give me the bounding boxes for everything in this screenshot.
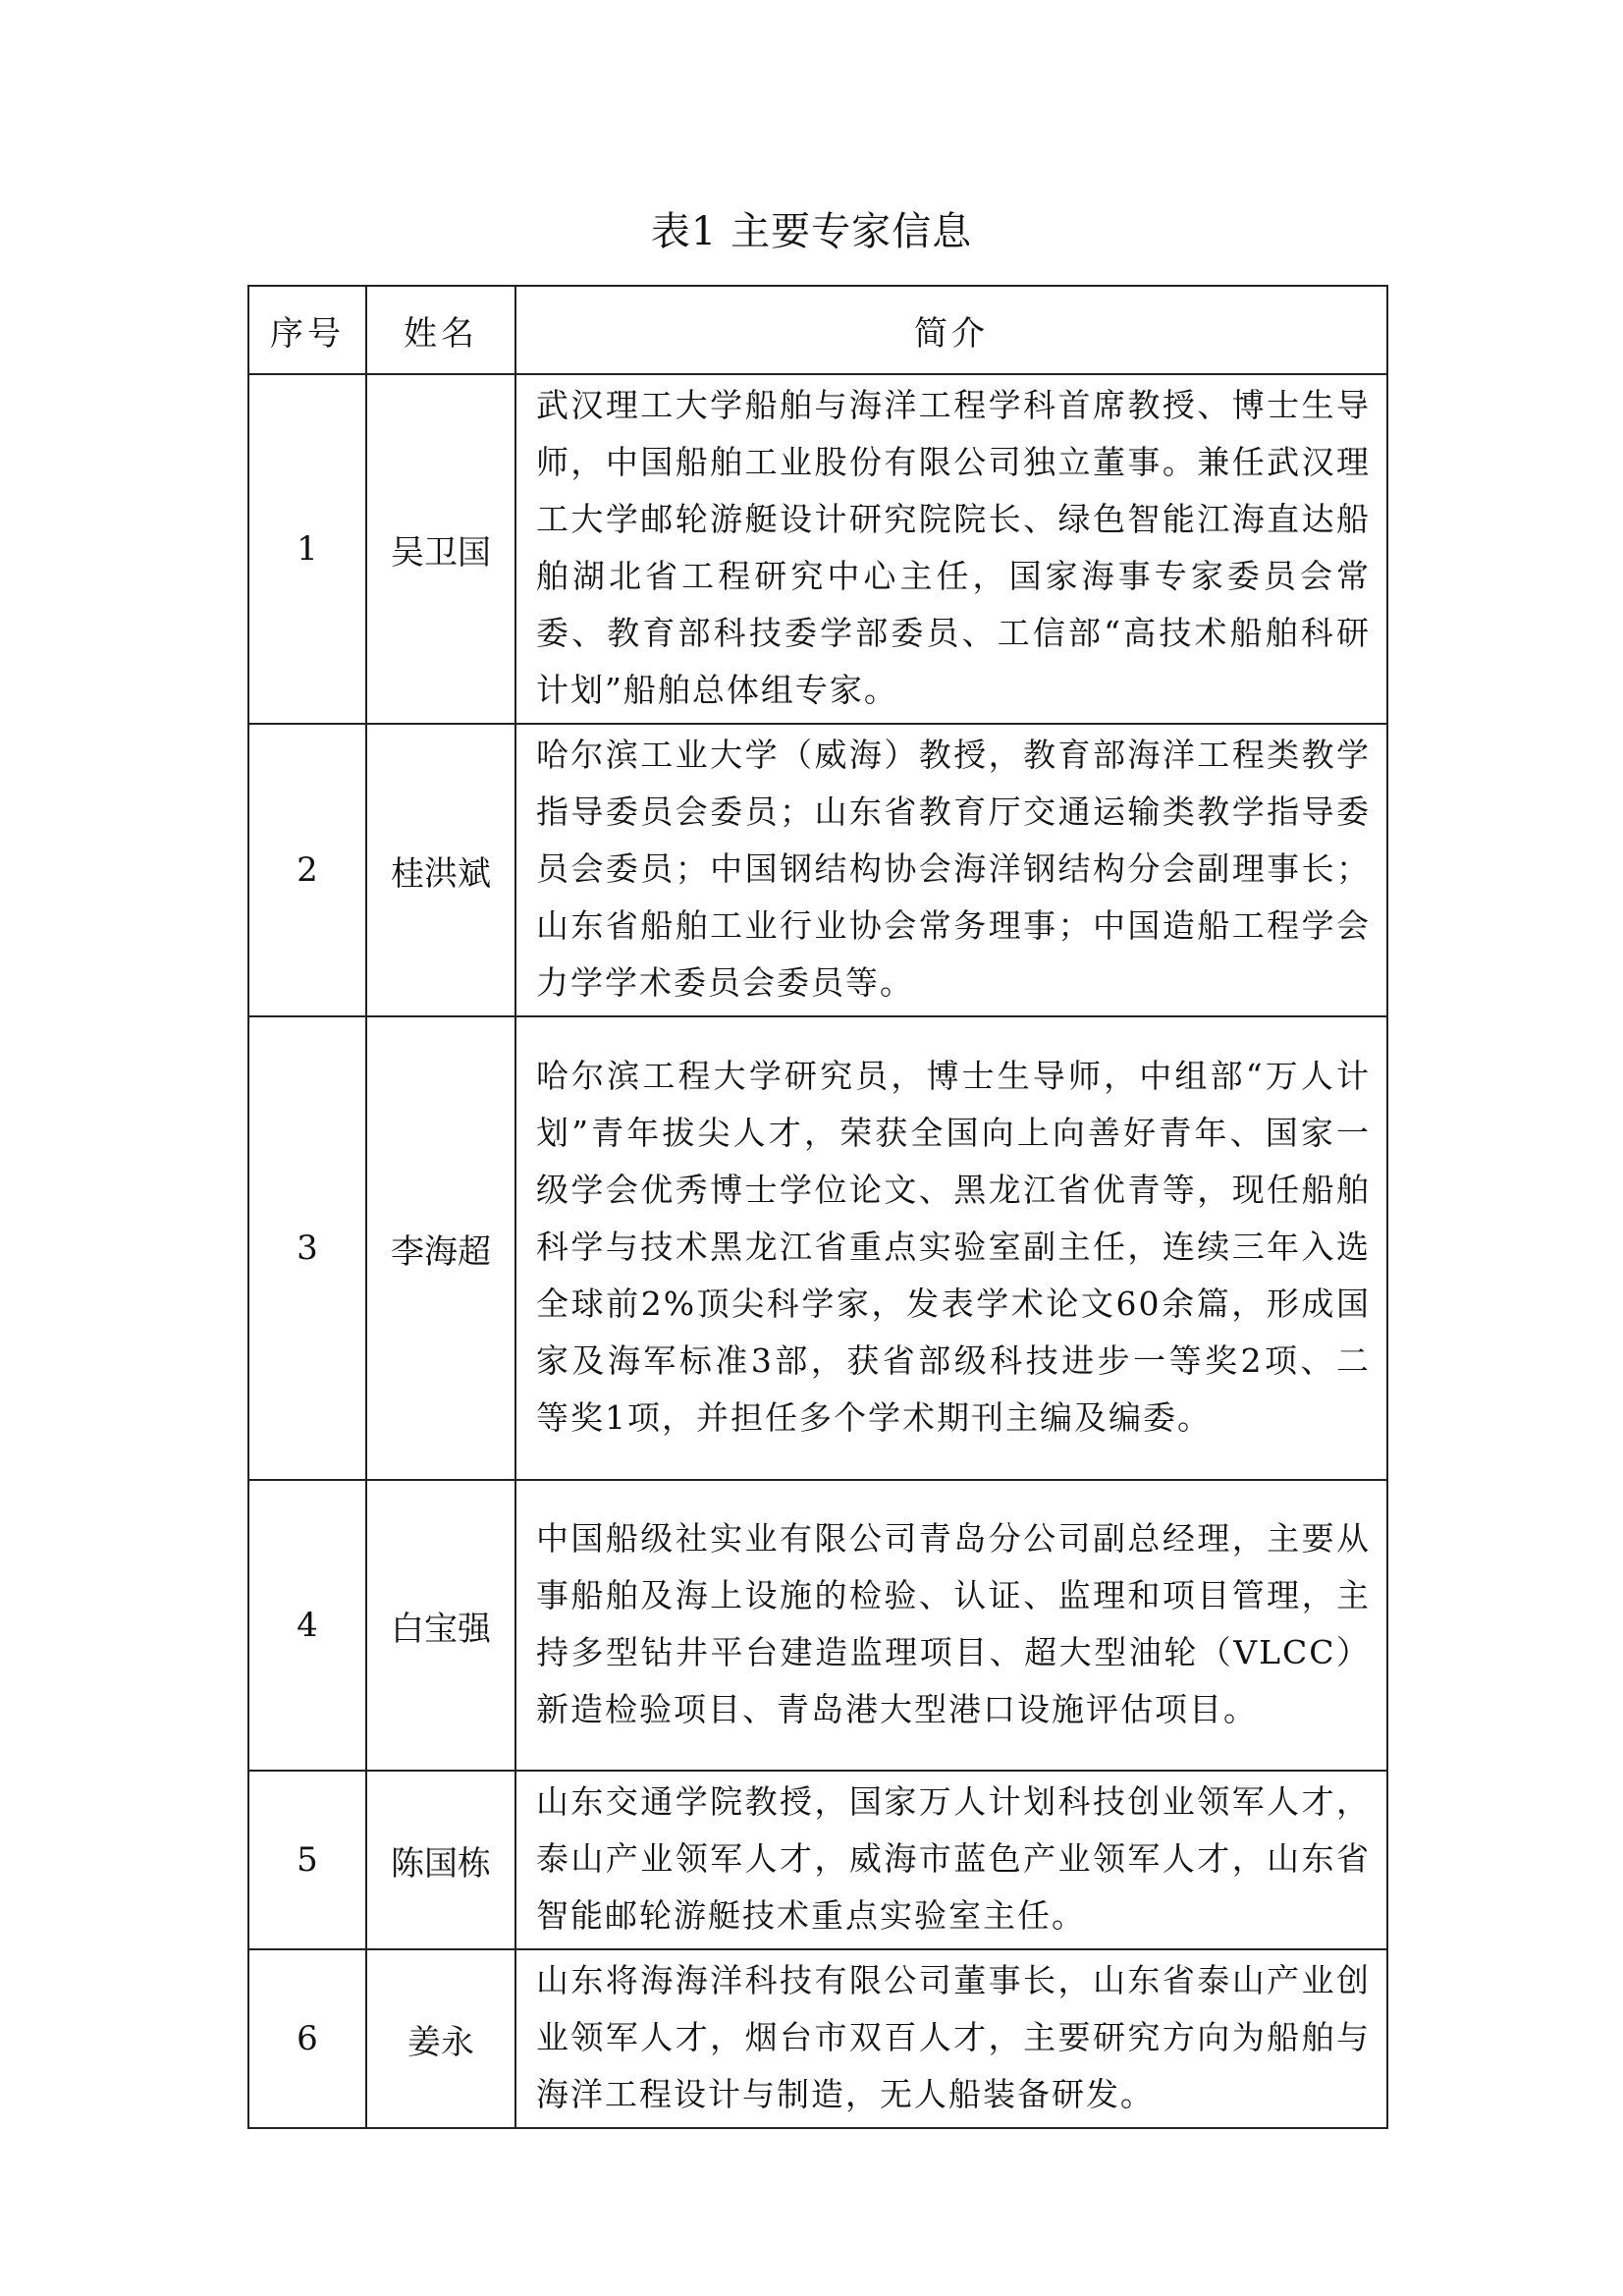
expert-name: 吴卫国 <box>366 374 515 724</box>
row-number: 5 <box>248 1771 366 1949</box>
expert-name: 桂洪斌 <box>366 724 515 1016</box>
header-number: 序号 <box>248 286 366 374</box>
row-number: 1 <box>248 374 366 724</box>
row-number: 6 <box>248 1949 366 2128</box>
expert-name: 陈国栋 <box>366 1771 515 1949</box>
table-row <box>248 1771 1387 1949</box>
row-number: 4 <box>248 1480 366 1771</box>
expert-intro: 山东交通学院教授，国家万人计划科技创业领军人才，泰山产业领军人才，威海市蓝色产业领军人才，山东省智能邮轮游艇技术重点实验室主任。 <box>515 1771 1387 1949</box>
expert-intro: 哈尔滨工程大学研究员，博士生导师，中组部“万人计划”青年拔尖人才，荣获全国向上向善好青年、国家一级学会优秀博士学位论文、黑龙江省优青等，现任船舶科学与技术黑龙江省重点实验室副主任，连续三年入选全球前2%顶尖科学家，发表学术论文60余篇，形成国家及海军标准3部，获省部级科技进步一等奖2项、二等奖1项，并担任多个学术期刊主编及编委。 <box>515 1016 1387 1480</box>
expert-intro: 中国船级社实业有限公司青岛分公司副总经理，主要从事船舶及海上设施的检验、认证、监理和项目管理，主持多型钻井平台建造监理项目、超大型油轮（VLCC）新造检验项目、青岛港大型港口设施评估项目。 <box>515 1480 1387 1771</box>
header-name: 姓名 <box>366 286 515 374</box>
expert-name: 李海超 <box>366 1016 515 1480</box>
row-number: 3 <box>248 1016 366 1480</box>
table-row <box>248 724 1387 1016</box>
header-intro: 简介 <box>515 286 1387 374</box>
table-header-row <box>248 286 1387 374</box>
experts-table <box>247 285 1388 2129</box>
table-row <box>248 1949 1387 2128</box>
row-number: 2 <box>248 724 366 1016</box>
table-row <box>248 1480 1387 1771</box>
table-title: 表1 主要专家信息 <box>650 209 973 254</box>
expert-intro: 武汉理工大学船舶与海洋工程学科首席教授、博士生导师，中国船舶工业股份有限公司独立董事。兼任武汉理工大学邮轮游艇设计研究院院长、绿色智能江海直达船舶湖北省工程研究中心主任，国家海事专家委员会常委、教育部科技委学部委员、工信部“高技术船舶科研计划”船舶总体组专家。 <box>515 374 1387 724</box>
expert-name: 白宝强 <box>366 1480 515 1771</box>
table-row <box>248 1016 1387 1480</box>
expert-intro: 哈尔滨工业大学（威海）教授，教育部海洋工程类教学指导委员会委员；山东省教育厅交通运输类教学指导委员会委员；中国钢结构协会海洋钢结构分会副理事长；山东省船舶工业行业协会常务理事；中国造船工程学会力学学术委员会委员等。 <box>515 724 1387 1016</box>
expert-intro: 山东将海海洋科技有限公司董事长，山东省泰山产业创业领军人才，烟台市双百人才，主要研究方向为船舶与海洋工程设计与制造，无人船装备研发。 <box>515 1949 1387 2128</box>
table-row <box>248 374 1387 724</box>
expert-name: 姜永 <box>366 1949 515 2128</box>
